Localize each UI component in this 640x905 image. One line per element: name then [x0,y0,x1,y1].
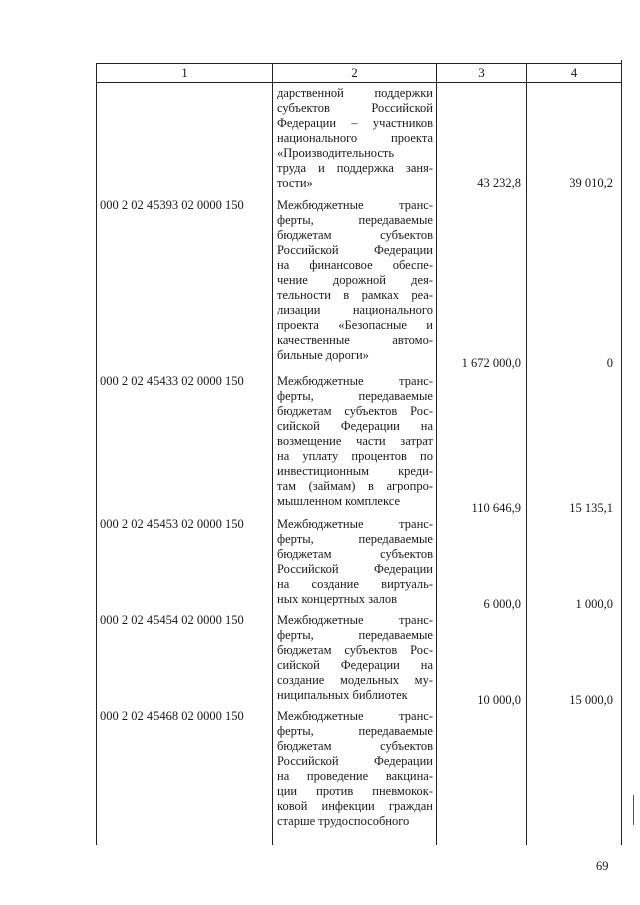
table-row-description [277,709,433,829]
header-bottom-border [96,82,622,83]
table-row-code: 000 2 02 45393 02 0000 150 [100,198,244,212]
description-line: возмещение части затрат [277,434,433,448]
description-line: труда и поддержка заня- [277,161,433,175]
description-line: Межбюджетные транс- [277,709,433,723]
description-line: ковой инфекции граждан [277,799,433,813]
header-col-2: 2 [351,65,358,80]
description-line: старше трудоспособного [277,814,410,828]
description-line: субъектов Российской [277,101,433,115]
column-divider-2-3 [436,63,437,845]
table-row-value-col3: 1 672 000,0 [461,356,521,370]
description-line: на уплату процентов по [277,449,433,463]
description-line: ных концертных залов [277,592,398,606]
table-row-description [277,613,433,703]
table-row-description [277,374,433,509]
description-line: ферты, передаваемые [277,213,433,227]
description-line: Федерации – участников [277,116,433,130]
table-row-value-col3: 110 646,9 [471,501,521,515]
description-line: тельности в рамках реа- [277,288,433,302]
description-line: на проведение вакцина- [277,769,433,783]
description-line: Межбюджетные транс- [277,613,433,627]
column-divider-1-2 [272,63,273,845]
table-row-code: 000 2 02 45453 02 0000 150 [100,517,244,531]
description-line: Межбюджетные транс- [277,374,433,388]
description-line: Межбюджетные транс- [277,198,433,212]
description-line: сийской Федерации на [277,419,433,433]
description-line: там (займам) в агропро- [277,479,433,493]
header-col-3: 3 [478,65,485,80]
description-line: национального проекта [277,131,433,145]
description-line: ферты, передаваемые [277,724,433,738]
description-line: на создание виртуаль- [277,577,433,591]
description-line: инвестиционным креди- [277,464,433,478]
table-row-value-col4: 15 000,0 [569,693,613,707]
description-line: ферты, передаваемые [277,628,433,642]
table-row-value-col4: 39 010,2 [569,176,613,190]
description-line: лизации национального [277,303,433,317]
description-line: бюджетам субъектов Рос- [277,643,433,657]
description-line: проекта «Безопасные и [277,318,433,332]
description-line: Российской Федерации [277,243,433,257]
description-line: дарственной поддержки [277,86,433,100]
description-line: бюджетам субъектов [277,228,433,242]
table-left-border [96,63,97,845]
table-row-description [277,198,433,363]
table-row-value-col3: 10 000,0 [477,693,521,707]
description-line: Российской Федерации [277,754,433,768]
table-row-value-col3: 6 000,0 [483,597,521,611]
description-line: Межбюджетные транс- [277,517,433,531]
description-line: бюджетам субъектов [277,739,433,753]
description-line: тости» [277,176,313,190]
table-right-border [621,60,622,845]
table-row-value-col4: 15 135,1 [569,501,613,515]
description-line: создание модельных му- [277,673,433,687]
description-line: бильные дороги» [277,348,369,362]
description-line: «Производительность [277,146,395,160]
table-row-value-col3: 43 232,8 [477,176,521,190]
description-line: бюджетам субъектов [277,547,433,561]
description-line: мышленном комплексе [277,494,400,508]
description-line: сийской Федерации на [277,658,433,672]
table-row-value-col4: 1 000,0 [575,597,613,611]
table-row-code: 000 2 02 45468 02 0000 150 [100,709,244,723]
table-row-value-col4: 0 [606,356,613,370]
description-line: ферты, передаваемые [277,532,433,546]
table-row-description [277,517,433,607]
description-line: чение дорожной дея- [277,273,433,287]
header-col-1: 1 [181,65,188,80]
page-number: 69 [596,859,609,873]
table-row-code: 000 2 02 45433 02 0000 150 [100,374,244,388]
table-row-code: 000 2 02 45454 02 0000 150 [100,613,244,627]
description-line: ниципальных библиотек [277,688,408,702]
description-line: ферты, передаваемые [277,389,433,403]
header-col-4: 4 [570,65,578,80]
description-line: ции против пневмокок- [277,784,433,798]
description-line: Российской Федерации [277,562,433,576]
column-divider-3-4 [526,63,527,845]
scan-edge-mark [633,795,634,825]
description-line: на финансовое обеспе- [277,258,433,272]
description-line: качественные автомо- [277,333,433,347]
table-row-description [277,86,433,191]
description-line: бюджетам субъектов Рос- [277,404,433,418]
